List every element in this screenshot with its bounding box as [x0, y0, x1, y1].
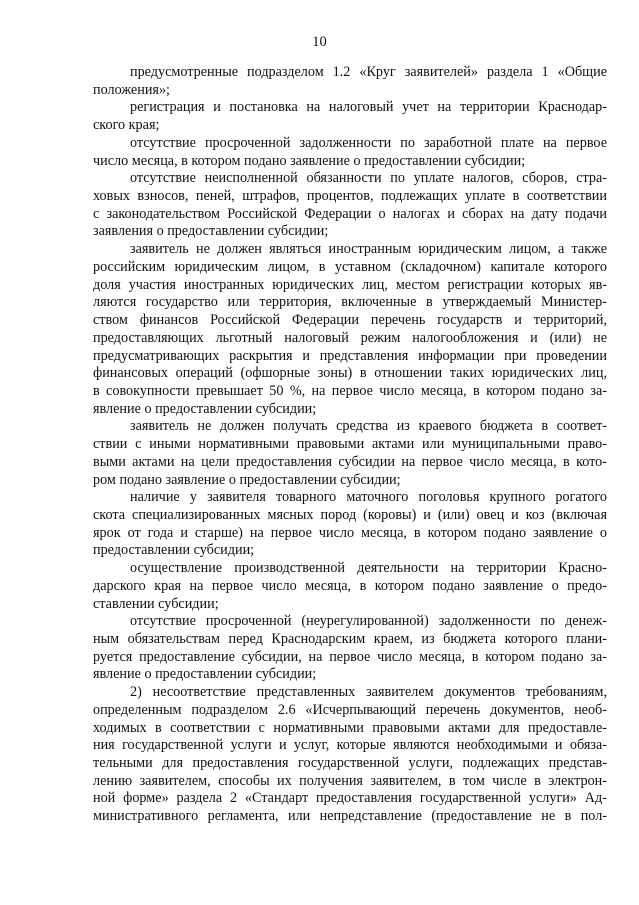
text-line: предоставлении субсидии;: [93, 542, 255, 559]
text-line: 2) несоответствие представленных заявителем документов требованиям,: [130, 684, 607, 701]
text-line: наличие у заявителя товарного маточного поголовья крупного рогатого: [130, 489, 607, 506]
text-line: определенным подразделом 2.6 «Исчерпывающий перечень документов, необ-: [93, 701, 607, 718]
text-line: выми актами на цели предоставления субсидии на первое число месяца, в кото-: [93, 453, 607, 470]
text-line: ставлении субсидии;: [93, 595, 219, 612]
text-line: ния государственной услуги и услуг, которые являются необходимыми и обяза-: [93, 737, 607, 754]
text-line: отсутствие неисполненной обязанности по уплате налогов, сборов, стра-: [130, 170, 607, 187]
text-line: в совокупности превышает 50 %, на первое число месяца, в котором подано за-: [93, 382, 607, 399]
text-line: отсутствие просроченной (неурегулированной) задолженности по денеж-: [130, 613, 607, 630]
text-line: предусмотренные подразделом 1.2 «Круг заявителей» раздела 1 «Общие: [130, 64, 607, 80]
text-line: осуществление производственной деятельности на территории Красно-: [130, 560, 607, 577]
text-line: явление о предоставлении субсидии;: [93, 666, 317, 683]
text-line: ной форме» раздела 2 «Стандарт предоставления государственной услуги» Ад-: [93, 790, 607, 807]
text-line: ным обязательствам перед Краснодарским краем, из бюджета которого плани-: [93, 631, 607, 647]
text-line: ром подано заявление о предоставлении субсидии;: [93, 471, 401, 488]
text-line: руется предоставление субсидии, на первое число месяца, в котором подано за-: [93, 648, 607, 665]
text-line: дарского края на первое число месяца, в котором подано заявление о предо-: [93, 577, 607, 594]
text-line: лению заявителем, способы их получения заявителем, в том числе в электрон-: [93, 772, 607, 789]
text-line: скота специализированных мясных пород (коровы) и (или) овец и коз (включая: [93, 506, 607, 523]
text-line: заявления о предоставлении субсидии;: [93, 223, 329, 240]
text-line: заявитель не должен являться иностранным юридическим лицом, а также: [130, 241, 607, 258]
text-line: регистрация и постановка на налоговый учет на территории Краснодар-: [130, 99, 607, 116]
text-line: доля участия иностранных юридических лиц, местом регистрации которых яв-: [93, 276, 607, 293]
document-body: [93, 64, 607, 826]
text-line: финансовых операций (офшорные зоны) в отношении таких юридических лиц,: [93, 365, 607, 382]
text-line: ствии с иными нормативными правовыми актами или муниципальными право-: [93, 436, 607, 453]
text-line: положения»;: [93, 81, 170, 98]
text-line: министративного регламента, или непредставление (предоставление не в пол-: [93, 808, 607, 825]
text-line: ходимых в соответствии с нормативными правовыми актами для предоставле-: [93, 719, 607, 736]
text-line: тельными для предоставления государственной услуги, подлежащих представ-: [93, 755, 607, 772]
text-line: ярок от года и старше) на первое число месяца, в котором подано заявление о: [93, 524, 607, 541]
text-line: ского края;: [93, 117, 160, 134]
page-number: 10: [312, 34, 327, 50]
text-line: отсутствие просроченной задолженности по заработной плате на первое: [130, 134, 607, 151]
text-line: ством финансов Российской Федерации перечень государств и территорий,: [93, 312, 607, 329]
text-line: ховых взносов, пеней, штрафов, процентов, подлежащих уплате в соответствии: [93, 188, 607, 205]
text-line: ляются государство или территория, включенные в утверждаемый Министер-: [93, 294, 607, 311]
text-line: предусматривающих раскрытия и представления информации при проведении: [93, 347, 607, 364]
text-line: явление о предоставлении субсидии;: [93, 400, 317, 417]
text-line: число месяца, в котором подано заявление о предоставлении субсидии;: [93, 152, 526, 169]
text-line: предоставляющих льготный налоговый режим налогообложения и (или) не: [93, 329, 607, 346]
text-line: российским юридическим лицом, в уставном (складочном) капитале которого: [93, 258, 607, 275]
text-line: с законодательством Российской Федерации о налогах и сборах на дату подачи: [93, 205, 607, 222]
text-line: заявитель не должен получать средства из краевого бюджета в соответ-: [130, 418, 607, 435]
